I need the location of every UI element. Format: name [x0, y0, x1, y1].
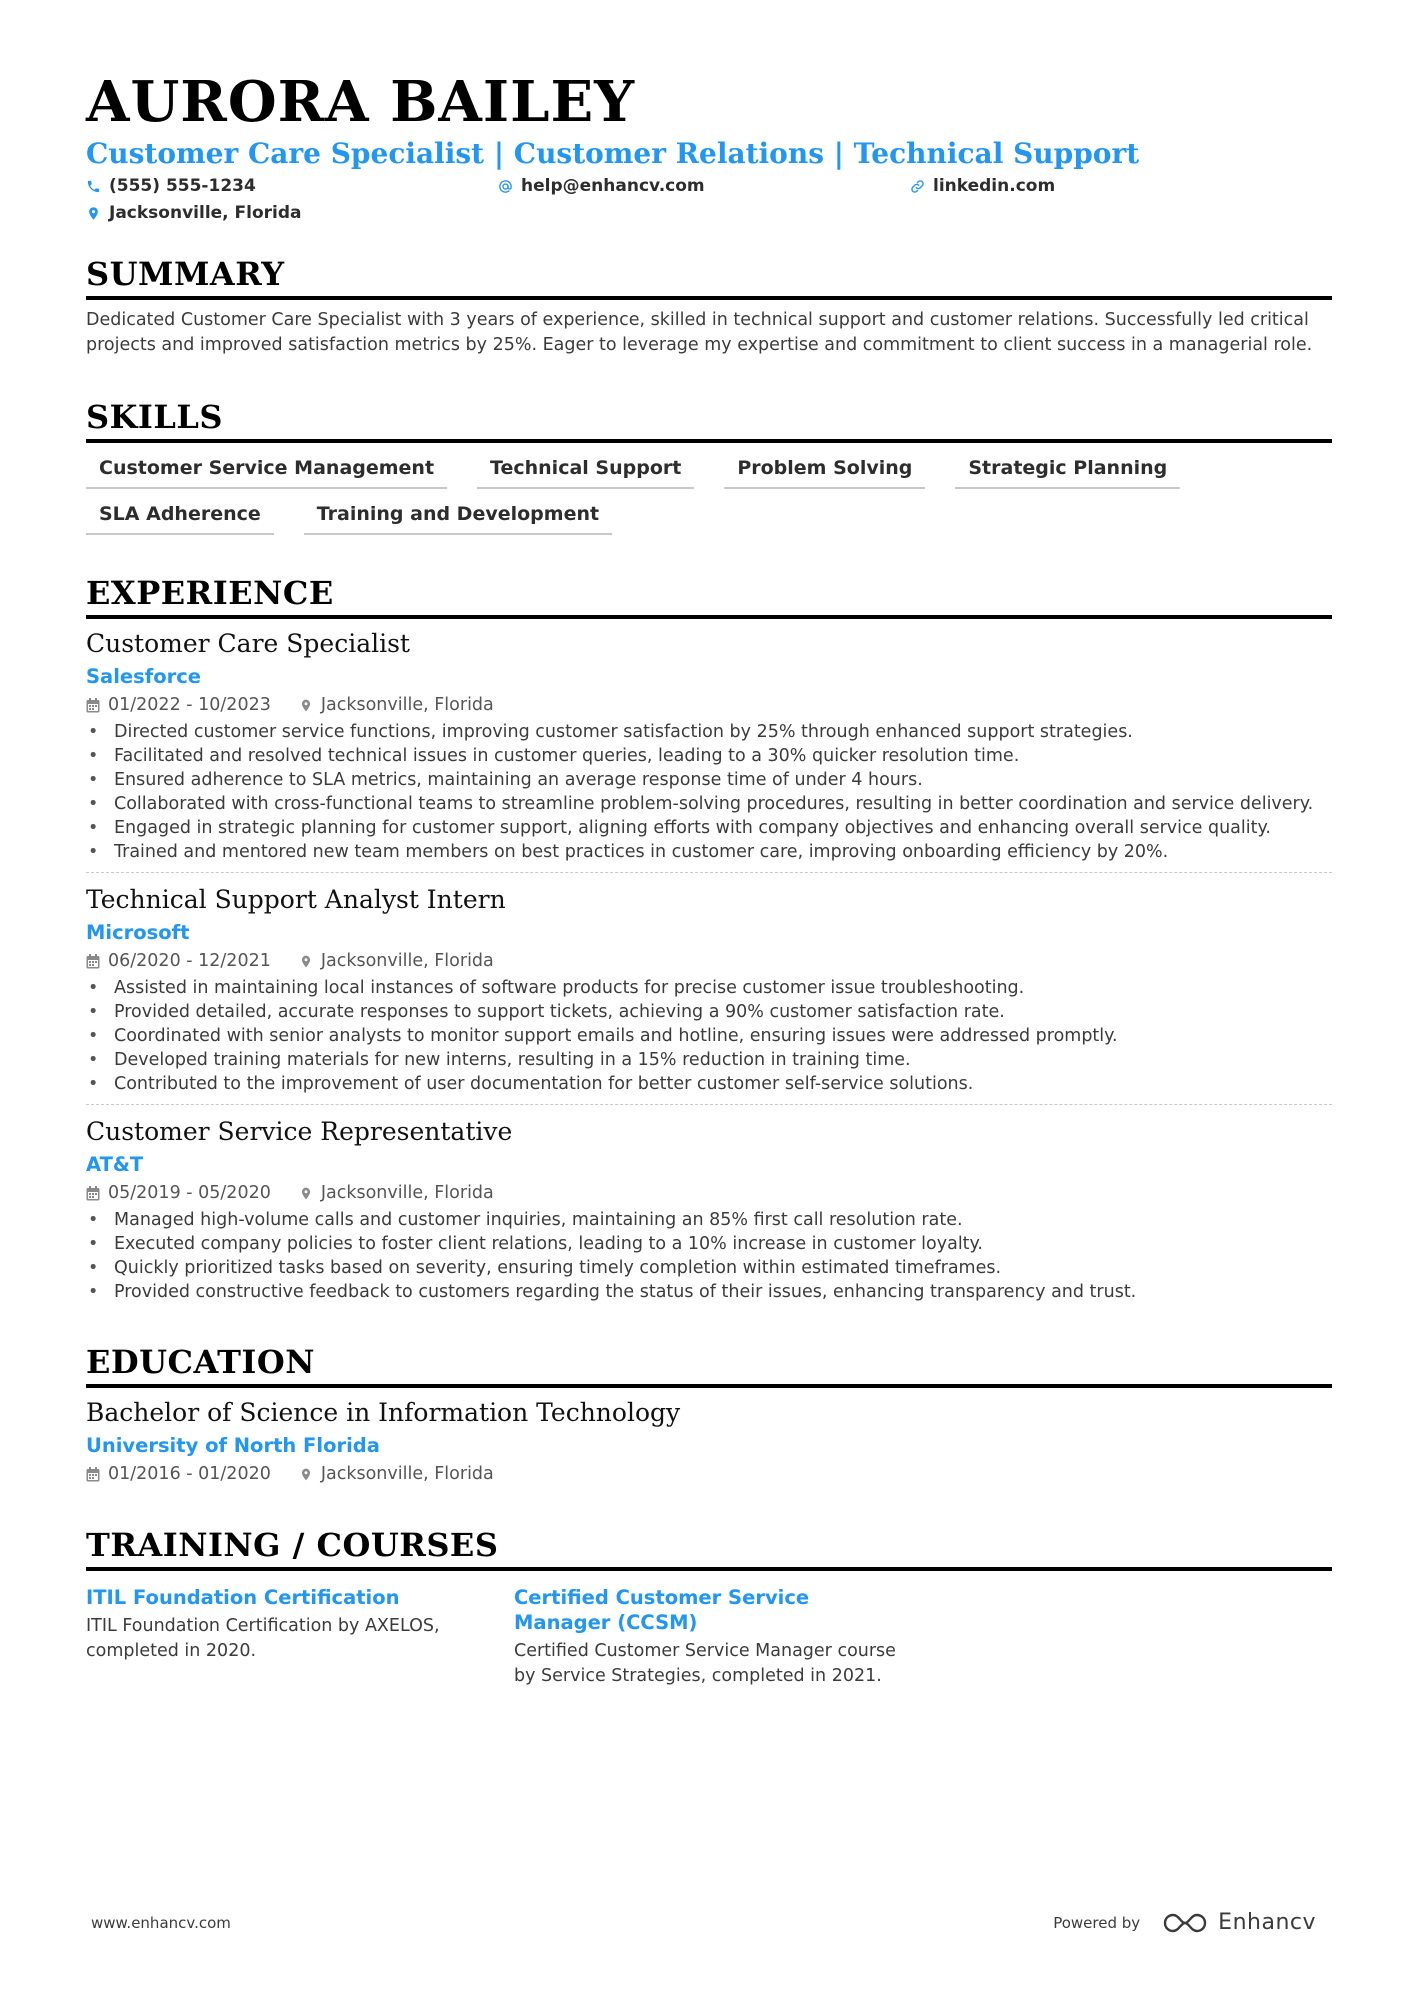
courses-list — [86, 1585, 1332, 1688]
course-description: ITIL Foundation Certification by AXELOS, completed in 2020. — [86, 1616, 440, 1661]
bullet-item: • Directed customer service functions, improving customer satisfaction by 25% through enhanced support strategies. — [86, 720, 1332, 744]
job-dates — [86, 948, 271, 974]
job-entry — [86, 1104, 1332, 1312]
section-title-skills: SKILLS — [86, 397, 1332, 443]
bullet-item: • Quickly prioritized tasks based on severity, ensuring timely completion within estimated timeframes. — [86, 1256, 1332, 1280]
contact-linkedin[interactable] — [910, 176, 1055, 196]
bullet-item: • Assisted in maintaining local instances of software products for precise customer issue troubleshooting. — [86, 976, 1332, 1000]
bullet-item: • Engaged in strategic planning for customer support, aligning efforts with company objectives and enhancing overall service quality. — [86, 816, 1332, 840]
contact-info — [86, 176, 1332, 232]
skill-tag: Training and Development — [304, 503, 612, 535]
section-title-education: EDUCATION — [86, 1342, 1332, 1388]
company-name: AT&T — [86, 1153, 144, 1176]
enhancv-logo-icon — [1162, 1911, 1208, 1935]
location-pin-icon — [299, 1467, 313, 1482]
section-title-experience: EXPERIENCE — [86, 573, 1332, 619]
dates-text: 01/2016 - 01/2020 — [108, 1464, 271, 1484]
skill-tag: Customer Service Management — [86, 457, 447, 489]
location-text: Jacksonville, Florida — [320, 695, 494, 715]
job-dates — [86, 692, 271, 718]
job-location — [299, 1180, 494, 1206]
bullet-item: • Collaborated with cross-functional teams to streamline problem-solving procedures, resulting in better coordination and service delivery. — [86, 792, 1332, 816]
calendar-icon — [86, 698, 100, 713]
job-title: Technical Support Analyst Intern — [86, 885, 506, 914]
phone-icon — [86, 179, 101, 194]
email-text: help@enhancv.com — [521, 176, 705, 196]
bullet-item: • Contributed to the improvement of user documentation for better customer self-service solutions. — [86, 1072, 1332, 1096]
job-location — [299, 948, 494, 974]
school-name: University of North Florida — [86, 1434, 380, 1457]
contact-location — [86, 203, 302, 223]
headline: Customer Care Specialist | Customer Relations | Technical Support — [86, 137, 1140, 170]
course-title: ITIL Foundation Certification — [86, 1586, 400, 1609]
job-entry — [86, 872, 1332, 1104]
footer — [91, 1910, 1316, 1935]
bullet-item: • Coordinated with senior analysts to monitor support emails and hotline, ensuring issues were addressed promptly. — [86, 1024, 1332, 1048]
section-title-training: TRAINING / COURSES — [86, 1525, 1332, 1571]
calendar-icon — [86, 1186, 100, 1201]
summary-text: Dedicated Customer Care Specialist with 3 years of experience, skilled in technical support and customer relations. Successfully led critical projects and improved satisfaction metrics by 25%. Eager to leverage my expertise and commitment to client success in a managerial role. — [86, 310, 1313, 355]
job-title: Customer Service Representative — [86, 1117, 513, 1146]
job-meta — [86, 692, 1332, 718]
bullet-item: • Provided constructive feedback to customers regarding the status of their issues, enhancing transparency and trust. — [86, 1280, 1332, 1304]
dates-text: 01/2022 - 10/2023 — [108, 695, 271, 715]
job-meta — [86, 948, 1332, 974]
contact-email[interactable] — [498, 176, 705, 196]
course-item — [514, 1585, 899, 1688]
course-item — [86, 1585, 471, 1688]
course-description: Certified Customer Service Manager course by Service Strategies, completed in 2021. — [514, 1641, 896, 1686]
experience-section — [86, 573, 1332, 1312]
brand-logo[interactable] — [1162, 1910, 1316, 1935]
brand-name: Enhancv — [1218, 1910, 1316, 1935]
calendar-icon — [86, 1467, 100, 1482]
phone-text: (555) 555-1234 — [109, 176, 256, 196]
education-entry — [86, 1396, 1332, 1495]
job-bullets — [86, 1208, 1332, 1304]
degree-title: Bachelor of Science in Information Technology — [86, 1398, 681, 1427]
skills-list — [86, 457, 1332, 535]
location-pin-icon — [299, 1186, 313, 1201]
dates-text: 05/2019 - 05/2020 — [108, 1183, 271, 1203]
resume-page — [86, 70, 1332, 1688]
bullet-item: • Facilitated and resolved technical issues in customer queries, leading to a 30% quicker resolution time. — [86, 744, 1332, 768]
summary-section — [86, 254, 1332, 357]
job-title: Customer Care Specialist — [86, 629, 410, 658]
education-location — [299, 1461, 494, 1487]
at-icon — [498, 179, 513, 194]
dates-text: 06/2020 - 12/2021 — [108, 951, 271, 971]
education-meta — [86, 1461, 1332, 1487]
job-bullets — [86, 720, 1332, 864]
location-text: Jacksonville, Florida — [109, 203, 302, 223]
skills-section — [86, 397, 1332, 535]
location-text: Jacksonville, Florida — [320, 1183, 494, 1203]
bullet-item: • Trained and mentored new team members on best practices in customer care, improving onboarding efficiency by 20%. — [86, 840, 1332, 864]
training-section — [86, 1525, 1332, 1688]
education-section — [86, 1342, 1332, 1495]
location-pin-icon — [299, 954, 313, 969]
job-entry — [86, 627, 1332, 872]
location-pin-icon — [299, 698, 313, 713]
section-title-summary: SUMMARY — [86, 254, 1332, 300]
location-text: Jacksonville, Florida — [320, 1464, 494, 1484]
location-text: Jacksonville, Florida — [320, 951, 494, 971]
skill-tag: Technical Support — [477, 457, 694, 489]
powered-by — [1053, 1910, 1316, 1935]
course-title: Certified Customer Service Manager (CCSM) — [514, 1586, 810, 1634]
bullet-item: • Executed company policies to foster client relations, leading to a 10% increase in customer loyalty. — [86, 1232, 1332, 1256]
link-icon — [910, 179, 925, 194]
location-pin-icon — [86, 206, 101, 221]
calendar-icon — [86, 954, 100, 969]
job-meta — [86, 1180, 1332, 1206]
job-dates — [86, 1180, 271, 1206]
powered-by-label: Powered by — [1053, 1913, 1141, 1932]
footer-url[interactable]: www.enhancv.com — [91, 1913, 231, 1932]
company-name: Microsoft — [86, 921, 190, 944]
contact-phone[interactable] — [86, 176, 256, 196]
skill-tag: Problem Solving — [724, 457, 925, 489]
job-location — [299, 692, 494, 718]
job-bullets — [86, 976, 1332, 1096]
bullet-item: • Developed training materials for new interns, resulting in a 15% reduction in training time. — [86, 1048, 1332, 1072]
linkedin-text: linkedin.com — [933, 176, 1056, 196]
bullet-item: • Provided detailed, accurate responses to support tickets, achieving a 90% customer satisfaction rate. — [86, 1000, 1332, 1024]
skill-tag: Strategic Planning — [955, 457, 1180, 489]
company-name: Salesforce — [86, 665, 202, 688]
bullet-item: • Managed high-volume calls and customer inquiries, maintaining an 85% first call resolution rate. — [86, 1208, 1332, 1232]
skill-tag: SLA Adherence — [86, 503, 274, 535]
education-dates — [86, 1461, 271, 1487]
bullet-item: • Ensured adherence to SLA metrics, maintaining an average response time of under 4 hours. — [86, 768, 1332, 792]
candidate-name: AURORA BAILEY — [86, 69, 636, 135]
